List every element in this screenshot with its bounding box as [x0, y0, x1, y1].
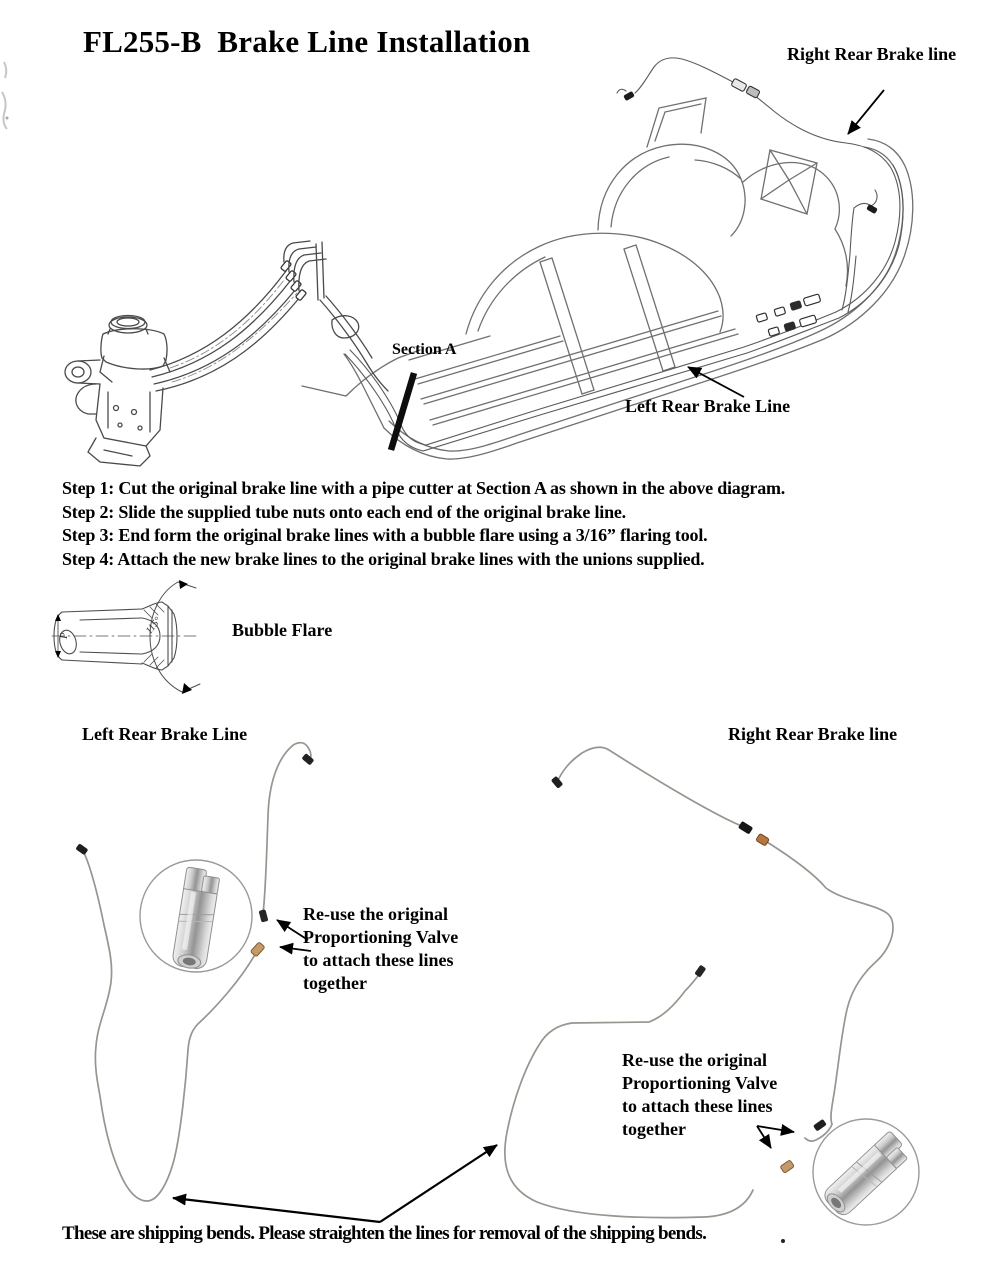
page-title: FL255-B Brake Line Installation [83, 24, 531, 59]
label-section-a: Section A [392, 341, 457, 358]
bubble-flare-drawing [50, 580, 380, 715]
union-inset-right [813, 1119, 919, 1225]
heading-right-rear-brake-line: Right Rear Brake line [728, 724, 898, 744]
floor-pan-drawing [302, 98, 913, 459]
master-cylinder-drawing [65, 241, 388, 466]
underbody-diagram [0, 0, 989, 470]
note-proportioning-valve-left [303, 903, 458, 995]
scan-artifact [2, 62, 9, 129]
label-right-rear-brake-line-top: Right Rear Brake line [787, 44, 957, 64]
note-proportioning-valve-right [622, 1049, 777, 1141]
shipping-bend-arrows [173, 1145, 497, 1222]
union-inset-left [140, 860, 252, 972]
note-line: Proportioning Valve [622, 1073, 778, 1093]
note-line: together [622, 1119, 686, 1139]
underbody-brake-lines [345, 58, 903, 451]
instruction-steps [62, 477, 785, 571]
note-line: to attach these lines [303, 950, 454, 970]
step-4: Step 4: Attach the new brake lines to the original brake lines with the unions supplied. [62, 548, 705, 569]
step-1: Step 1: Cut the original brake line with a pipe cutter at Section A as shown in the above diagram. [62, 478, 786, 498]
note-line: together [303, 973, 367, 993]
label-left-rear-brake-line-top: Left Rear Brake Line [625, 396, 791, 416]
note-line: Proportioning Valve [303, 927, 459, 947]
heading-left-rear-brake-line: Left Rear Brake Line [82, 724, 248, 744]
step-3: Step 3: End form the original brake lines with a bubble flare using a 3/16” flaring tool. [62, 525, 708, 545]
note-line: to attach these lines [622, 1096, 773, 1116]
stray-dot [781, 1239, 785, 1243]
shipping-bends-note: These are shipping bends. Please straighten the lines for removal of the shipping bends. [62, 1223, 707, 1244]
label-bubble-flare: Bubble Flare [232, 620, 333, 640]
note-line: Re-use the original [622, 1050, 767, 1070]
flare-dim-label: P [58, 632, 70, 639]
union-cluster [756, 294, 821, 336]
new-brake-lines-drawing [0, 720, 989, 1245]
flare-angle-label: 115° [143, 615, 164, 637]
right-rear-arrow [848, 90, 884, 134]
note-line: Re-use the original [303, 904, 448, 924]
step-2: Step 2: Slide the supplied tube nuts onto each end of the original brake line. [62, 501, 626, 522]
